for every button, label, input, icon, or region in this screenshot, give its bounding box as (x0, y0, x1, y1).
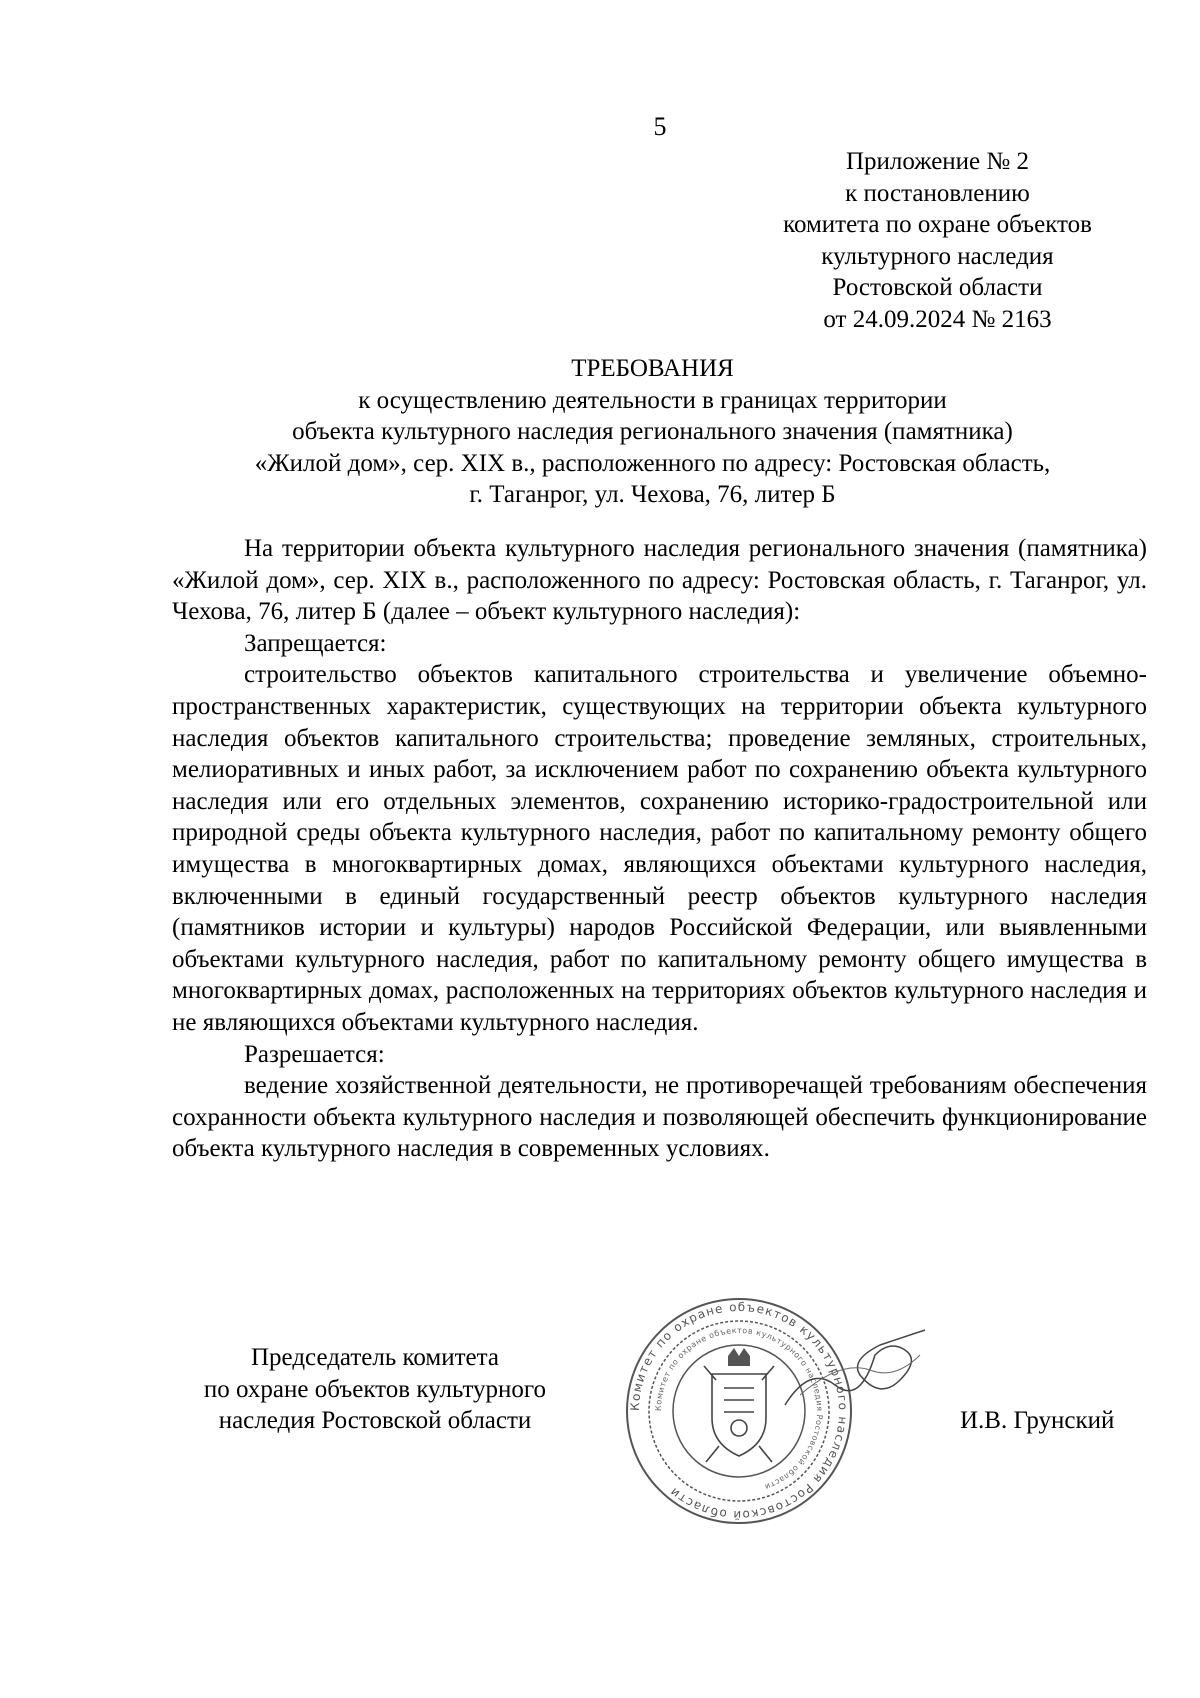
svg-text:Комитет по охране объектов кул: Комитет по охране объектов культурного наследия Ростовской области (627, 1299, 851, 1523)
appendix-line: комитета по охране объектов (783, 211, 1092, 239)
prohibited-label: Запрещается: (244, 629, 387, 657)
title-line: к осуществлению деятельности в границах территории (358, 386, 947, 414)
appendix-block (745, 146, 1130, 336)
document-body (172, 533, 1147, 1165)
signatory-position-line: по охране объектов культурного (203, 1375, 547, 1403)
appendix-line: Приложение № 2 (845, 148, 1030, 175)
appendix-line: Ростовской области (832, 274, 1043, 302)
appendix-line: к постановлению (845, 179, 1030, 207)
signatory-name: И.В. Грунский (960, 1407, 1115, 1434)
title-line: «Жилой дом», сер. XIX в., расположенного по адресу: Ростовская область, (254, 449, 1051, 477)
signatory-position (165, 1342, 585, 1437)
signatory-position-line: Председатель комитета (251, 1344, 499, 1371)
prohibited-paragraph: строительство объектов капитального строительства и увеличение объемно-пространственных характеристик, существующих на территории объекта культурного наследия объектов капитального строительства; проведение земляных, строительных, мелиоративных и иных работ, за исключением работ по сохранению объекта культурного наследия или его отдельных элементов, сохранению историко-градостроительной или природной среды объекта культурного наследия, работ по капитальному ремонту общего имущества в многоквартирных домах, являющихся объектами культурного наследия, включенными в единый государственный реестр объектов культурного наследия (памятников истории и культуры) народов Российской Федерации, или выявленными объектами культурного наследия, работ по капитальному ремонту общего имущества в многоквартирных домах, расположенных на территориях объектов культурного наследия и не являющихся объектами культурного наследия. (172, 661, 1147, 1036)
permitted-label: Разрешается: (244, 1040, 385, 1068)
title-line: г. Таганрог, ул. Чехова, 76, литер Б (469, 481, 836, 508)
appendix-line: культурного наследия (821, 242, 1054, 270)
document-title (160, 353, 1145, 511)
svg-text:Комитет по охране объектов кул: Комитет по охране объектов культурного наследия Ростовской области (653, 1325, 825, 1492)
title-line: объекта культурного наследия регионального значения (памятника) (292, 418, 1013, 445)
title-heading: ТРЕБОВАНИЯ (571, 355, 734, 382)
page-number: 5 (653, 112, 667, 141)
handwritten-signature-icon (780, 1325, 930, 1415)
appendix-line: от 24.09.2024 № 2163 (823, 305, 1052, 333)
intro-paragraph: На территории объекта культурного наследия регионального значения (памятника) «Жилой дом», сер. XIX в., расположенного по адресу: Ростовская область, г. Таганрог, ул. Чехова, 76, литер Б (далее – объект культурного наследия): (172, 535, 1147, 626)
permitted-paragraph: ведение хозяйственной деятельности, не противоречащей требованиям обеспечения сохранности объекта культурного наследия и позволяющей обеспечить функционирование объекта культурного наследия в современных условиях. (172, 1072, 1147, 1163)
signatory-position-line: наследия Ростовской области (218, 1407, 532, 1435)
